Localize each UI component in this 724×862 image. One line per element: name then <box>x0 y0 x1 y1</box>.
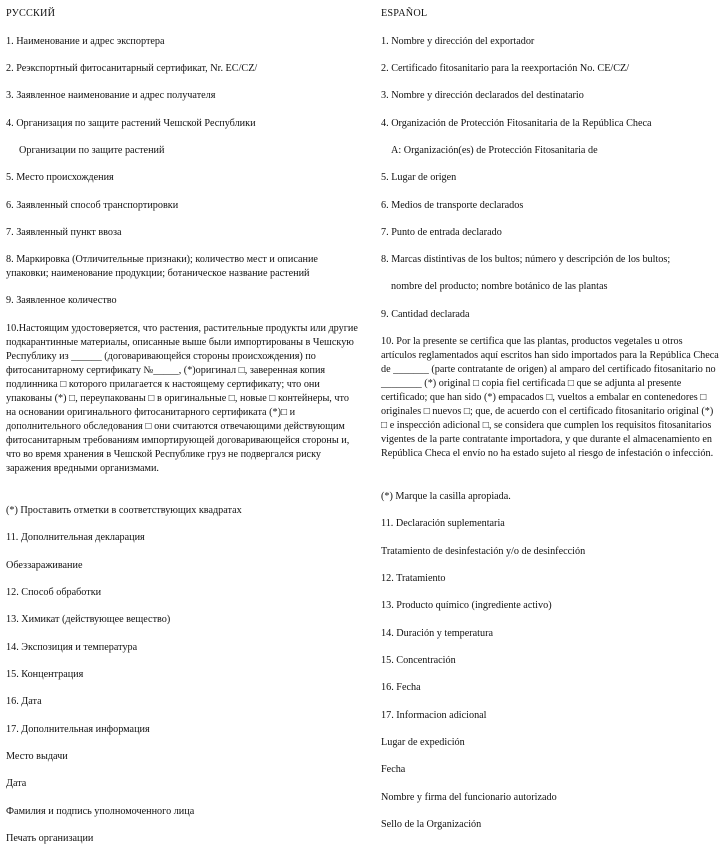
ru-item-9-quantity: 9. Заявленное количество <box>6 295 117 306</box>
ru-item-4-organization: 4. Организация по защите растений Чешской Республики <box>6 118 256 129</box>
ru-item-5-origin: 5. Место происхождения <box>6 172 114 183</box>
es-item-5-origin: 5. Lugar de origen <box>381 172 457 183</box>
ru-item-8-marks: 8. Маркировка (Отличительные признаки); количество мест и описание упаковки; наименование продукции; ботаническое название растений <box>6 254 318 279</box>
ru-place-of-issue: Место выдачи <box>6 751 68 762</box>
ru-item-6-transport: 6. Заявленный способ транспортировки <box>6 200 179 211</box>
es-item-10-certification: 10. Por la presente se certifica que las plantas, productos vegetales u otros artículos reglamentados aquí escritos han sido importados para la República Checa de _______ (parte contratante de origen) al amparo del certificado fitosanitario no ________ (*) original □ copia fiel certificada □ que se adjunta al presente certificado; que han sido (*) empacados □, vueltos a embalar en contenedores □ originales □ nuevos □; que, de acuerdo con el certificado fitosanitario original (*) □ e inspección adicional □, se considera que cumplen los requisitos fitosanitarios vigentes de la parte contratante importadora, y que durante el almacenamiento en República Checa el envío no ha estado sujeto al riesgo de infestación o infección. <box>381 336 719 459</box>
ru-item-11-additional-declaration: 11. Дополнительная декларация <box>6 532 145 543</box>
es-item-6-transport: 6. Medios de transporte declarados <box>381 200 524 211</box>
es-item-17-additional-info: 17. Informacion adicional <box>381 710 487 721</box>
es-item-14-duration: 14. Duración y temperatura <box>381 628 494 639</box>
es-item-8-marks: 8. Marcas distintivas de los bultos; número y descripción de los bultos; <box>381 254 671 265</box>
es-item-16-date: 16. Fecha <box>381 682 421 693</box>
es-item-3-consignee: 3. Nombre y dirección declarados del destinatario <box>381 90 584 101</box>
ru-date: Дата <box>6 778 27 789</box>
es-organization-stamp: Sello de la Organización <box>381 819 482 830</box>
es-item-12-treatment: 12. Tratamiento <box>381 573 446 584</box>
spanish-language-header: ESPAÑOL <box>381 8 428 19</box>
es-disinfestation-heading: Tratamiento de desinfestación y/o de desinfección <box>381 546 586 557</box>
es-item-8-product-name: nombre del producto; nombre botánico de las plantas <box>391 281 608 292</box>
es-officer-name-signature: Nombre y firma del funcionario autorizado <box>381 792 557 803</box>
es-item-13-chemical: 13. Producto químico (ingrediente activo) <box>381 600 552 611</box>
ru-item-10-certification: 10.Настоящим удостоверяется, что растения, растительные продукты или другие подкарантинные материалы, описанные выше были импортированы в Чешскую Республику из ______ (договаривающейся стороны происхождения) по фитосанитарному сертификату №_____, (*)оригинал □, заверенная копия подлинника □ которого прилагается к настоящему сертификату; что они упакованы (*) □, переупакованы □ в оригинальные □, новые □ контейнеры, что на основании оригинального фитосанитарного сертификата (*)□ и дополнительного обследования □ они считаются отвечающими действующим фитосанитарным требованиям импортирующей договаривающейся стороны и, что во время хранения в Чешской Республике груз не подвергался риску заражения вредными организмами. <box>6 323 358 474</box>
es-place-of-issue: Lugar de expedición <box>381 737 465 748</box>
es-item-11-additional-declaration: 11. Declaración suplementaria <box>381 518 505 529</box>
es-item-7-entry-point: 7. Punto de entrada declarado <box>381 227 502 238</box>
es-checkbox-note: (*) Marque la casilla apropiada. <box>381 491 511 502</box>
es-item-4-organization: 4. Organización de Protección Fitosanitaria de la República Checa <box>381 118 652 129</box>
ru-checkbox-note: (*) Проставить отметки в соответствующих квадратах <box>6 505 242 516</box>
ru-item-13-chemical: 13. Химикат (действующее вещество) <box>6 614 171 625</box>
es-date: Fecha <box>381 764 406 775</box>
ru-item-2-certificate: 2. Реэкспортный фитосанитарный сертификат, Nr. EC/CZ/ <box>6 63 258 74</box>
es-item-2-certificate: 2. Certificado fitosanitario para la reexportación No. CE/CZ/ <box>381 63 630 74</box>
es-item-1-exporter: 1. Nombre y dirección del exportador <box>381 36 535 47</box>
ru-disinfestation-heading: Обеззараживание <box>6 560 83 571</box>
ru-item-7-entry-point: 7. Заявленный пункт ввоза <box>6 227 122 238</box>
ru-item-15-concentration: 15. Концентрация <box>6 669 84 680</box>
ru-item-16-date: 16. Дата <box>6 696 42 707</box>
ru-officer-name-signature: Фамилия и подпись уполномоченного лица <box>6 806 195 817</box>
ru-item-17-additional-info: 17. Дополнительная информация <box>6 724 150 735</box>
ru-item-3-consignee: 3. Заявленное наименование и адрес получателя <box>6 90 216 101</box>
ru-organization-stamp: Печать организации <box>6 833 94 844</box>
es-item-15-concentration: 15. Concentración <box>381 655 456 666</box>
ru-item-12-treatment: 12. Способ обработки <box>6 587 102 598</box>
ru-item-1-exporter: 1. Наименование и адрес экспортера <box>6 36 165 47</box>
es-item-4-organization-to: A: Organización(es) de Protección Fitosanitaria de <box>391 145 598 156</box>
es-item-9-quantity: 9. Cantidad declarada <box>381 309 470 320</box>
ru-item-4-organization-to: Организации по защите растений <box>19 145 165 156</box>
ru-item-14-duration: 14. Экспозиция и температура <box>6 642 138 653</box>
russian-language-header: РУССКИЙ <box>6 8 56 19</box>
